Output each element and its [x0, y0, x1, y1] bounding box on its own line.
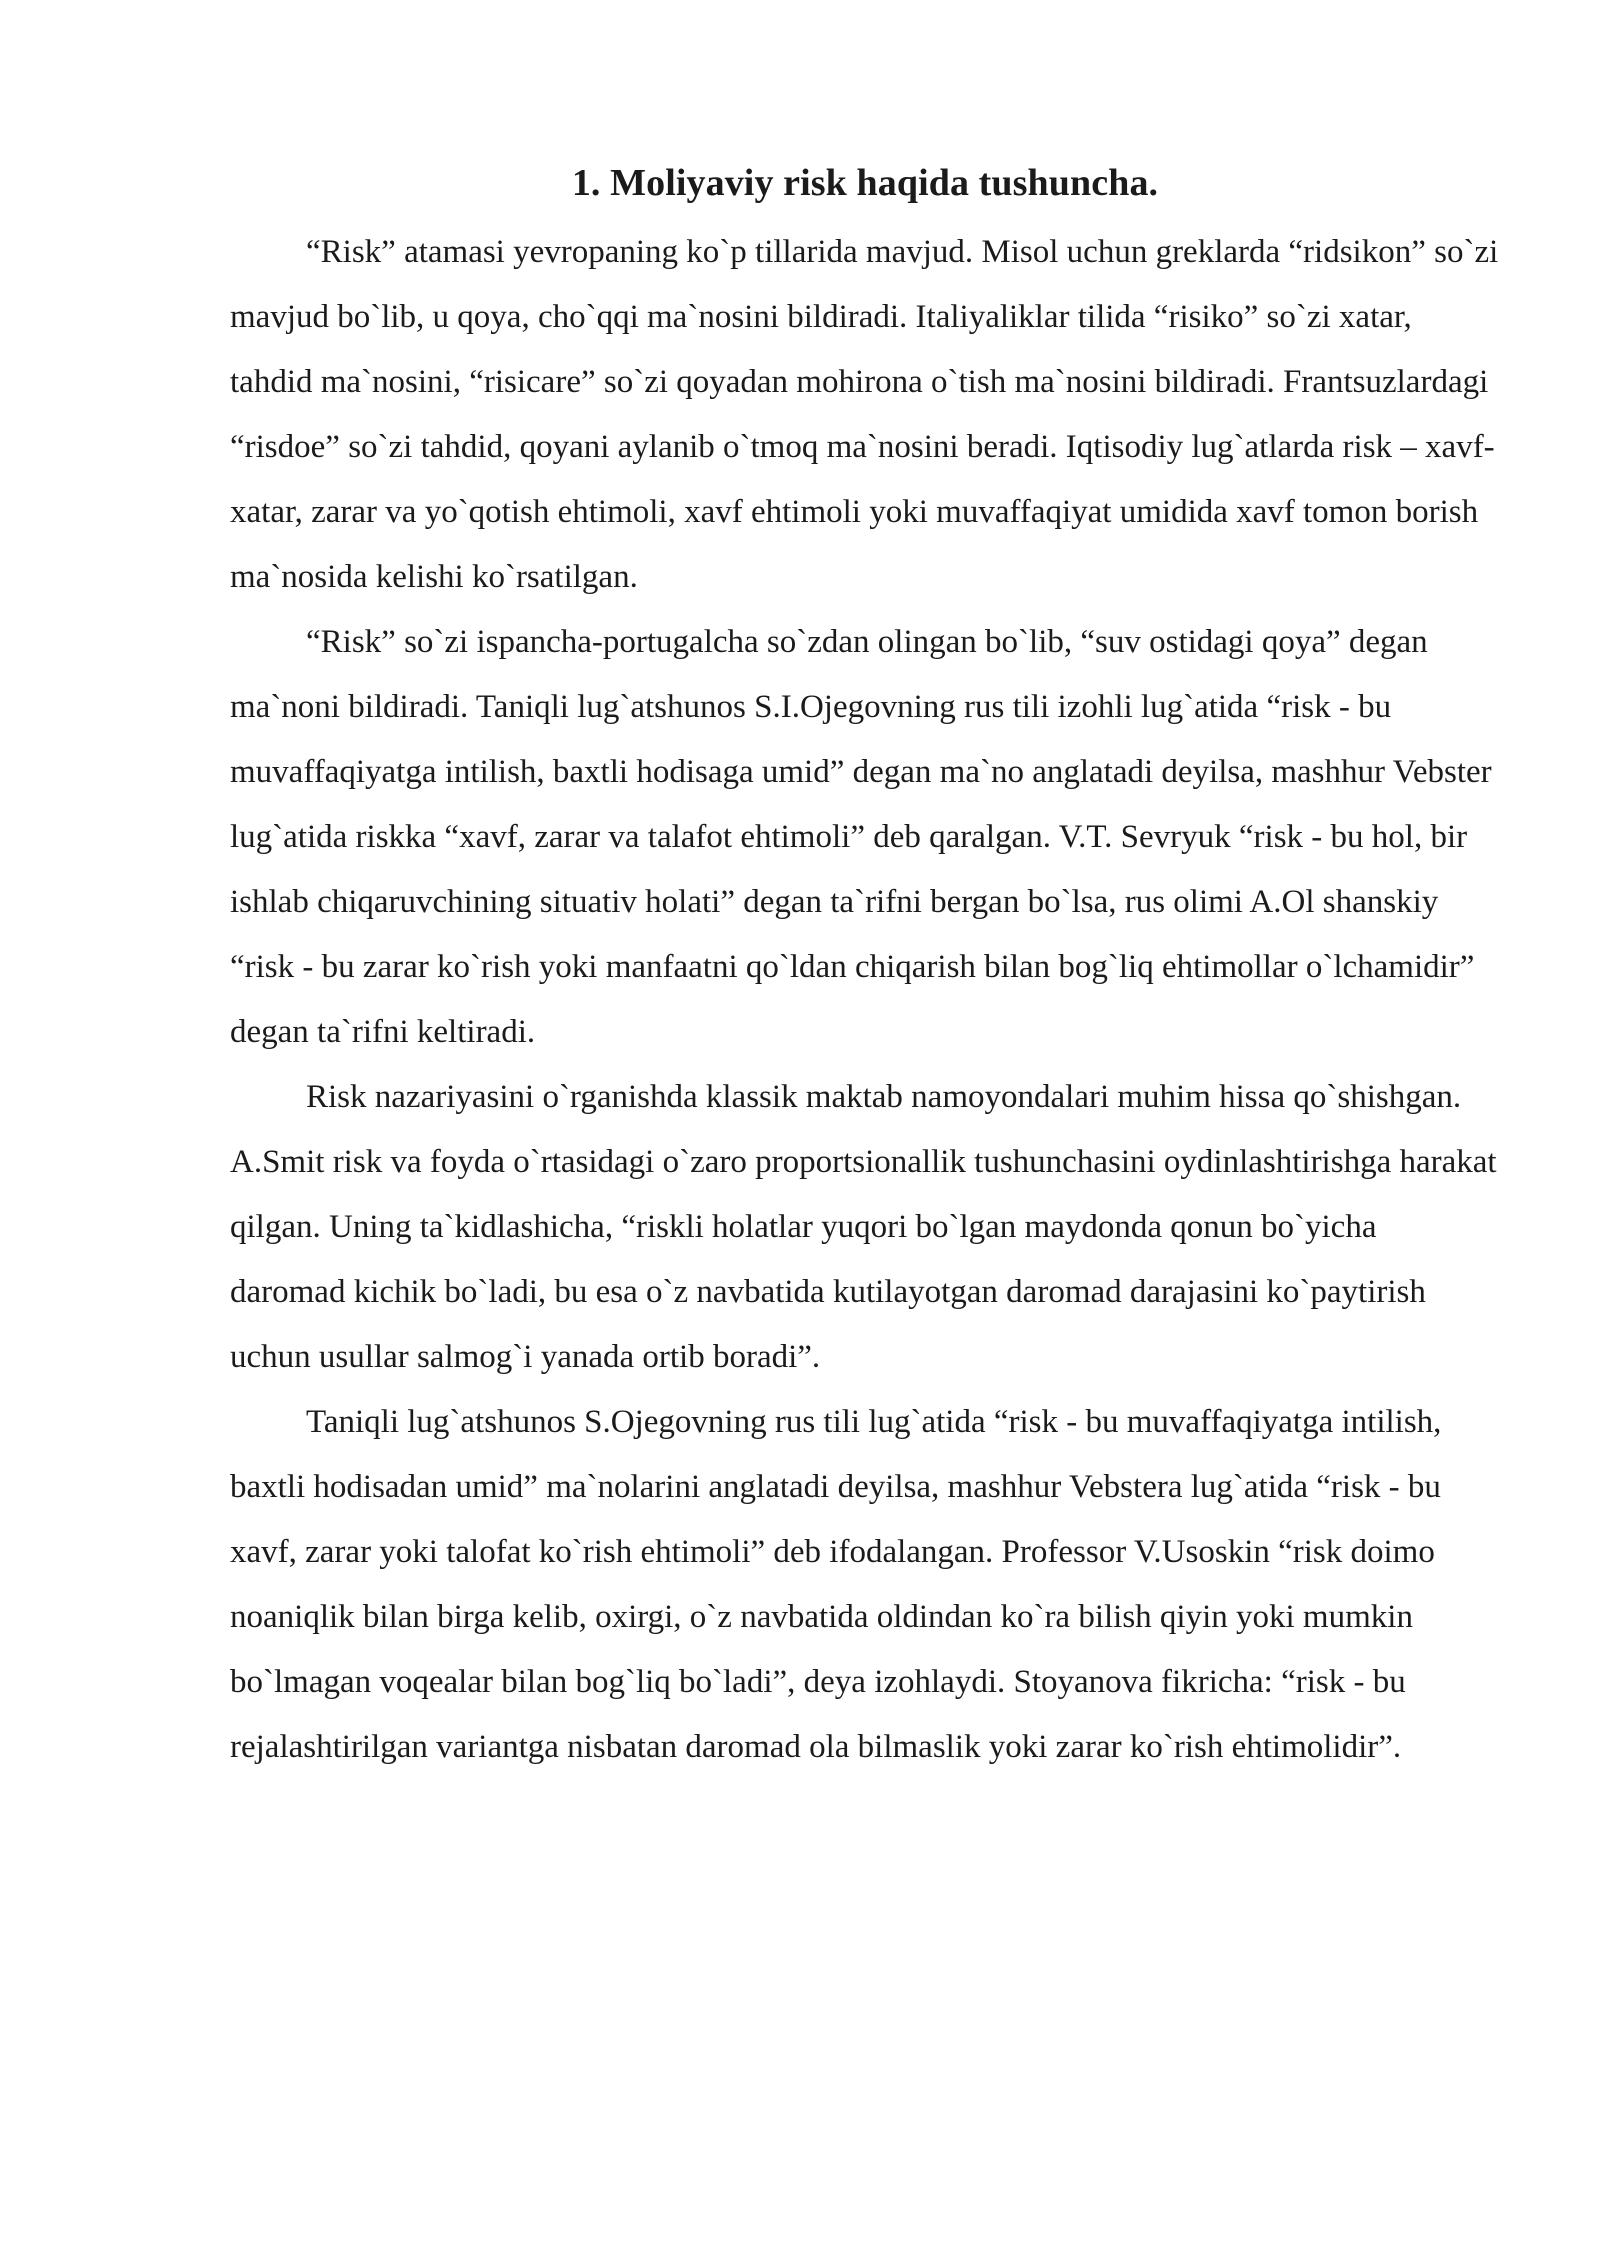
paragraph-dictionary-definitions: Taniqli lug`atshunos S.Ojegovning rus tili lug`atida “risk - bu muvaffaqiyatga intilish, baxtli hodisadan umid” ma`nolarini anglatadi deyilsa, mashhur Vebstera lug`atida “risk - bu xavf, zarar yoki talofat ko`rish ehtimoli” deb ifodalangan. Professor V.Usoskin “risk doimo noaniqlik bilan birga kelib, oxirgi, o`z navbatida oldindan ko`ra bilish qiyin yoki mumkin bo`lmagan voqealar bilan bog`liq bo`ladi”, deya izohlaydi. Stoyanova fikricha: “risk - bu rejalashtirilgan variantga nisbatan daromad ola bilmaslik yoki zarar ko`rish ehtimolidir”. [230, 1404, 1442, 1765]
document-body [230, 150, 1500, 1780]
paragraph-risk-etymology: “Risk” atamasi yevropaning ko`p tillarida mavjud. Misol uchun greklarda “ridsikon” so`zi mavjud bo`lib, u qoya, cho`qqi ma`nosini bildiradi. Italiyaliklar tilida “risiko” so`zi xatar, tahdid ma`nosini, “risicare” so`zi qoyadan mohirona o`tish ma`nosini bildiradi. Frantsuzlardagi “risdoe” so`zi tahdid, qoyani aylanib o`tmoq ma`nosini beradi. Iqtisodiy lug`atlarda risk – xavf-xatar, zarar va yo`qotish ehtimoli, xavf ehtimoli yoki muvaffaqiyat umidida xavf tomon borish ma`nosida kelishi ko`rsatilgan. [230, 234, 1499, 595]
document-title: 1. Moliyaviy risk haqida tushuncha. [571, 162, 1159, 204]
paragraph-classical-school: Risk nazariyasini o`rganishda klassik maktab namoyondalari muhim hissa qo`shishgan. A.Smit risk va foyda o`rtasidagi o`zaro proportsionallik tushunchasini oydinlashtirishga harakat qilgan. Uning ta`kidlashicha, “riskli holatlar yuqori bo`lgan maydonda qonun bo`yicha daromad kichik bo`ladi, bu esa o`z navbatida kutilayotgan daromad darajasini ko`paytirish uchun usullar salmog`i yanada ortib boradi”. [230, 1079, 1497, 1375]
paragraph-risk-definitions: “Risk” so`zi ispancha-portugalcha so`zdan olingan bo`lib, “suv ostidagi qoya” degan ma`noni bildiradi. Taniqli lug`atshunos S.I.Ojegovning rus tili izohli lug`atida “risk - bu muvaffaqiyatga intilish, baxtli hodisaga umid” degan ma`no anglatadi deyilsa, mashhur Vebster lug`atida riskka “xavf, zarar va talafot ehtimoli” deb qaralgan. V.T. Sevryuk “risk - bu hol, bir ishlab chiqaruvchining situativ holati” degan ta`rifni bergan bo`lsa, rus olimi A.Ol shanskiy “risk - bu zarar ko`rish yoki manfaatni qo`ldan chiqarish bilan bog`liq ehtimollar o`lchamidir” degan ta`rifni keltiradi. [230, 624, 1492, 1050]
